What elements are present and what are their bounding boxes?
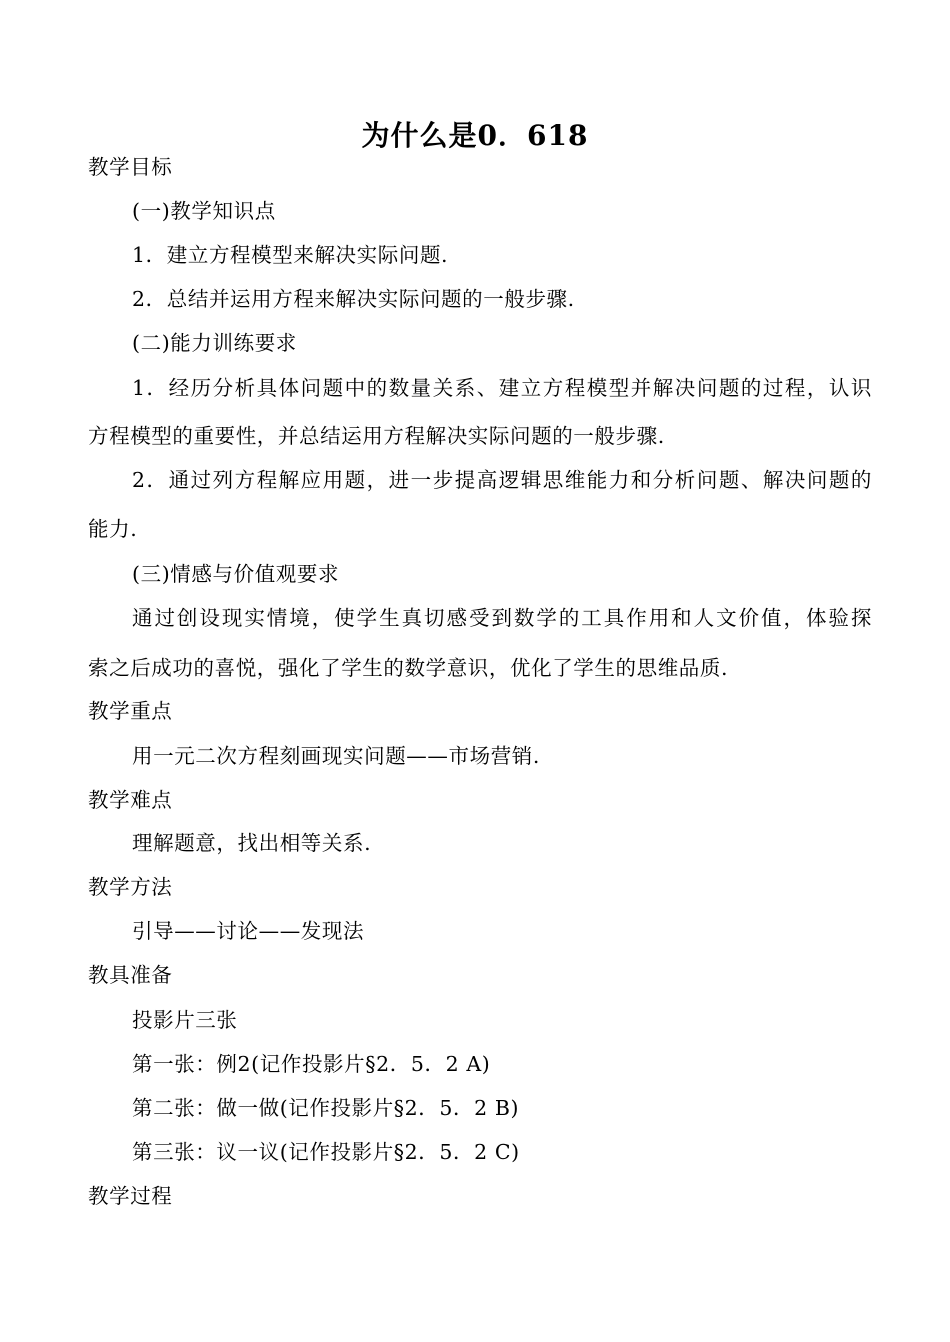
tools-item-1: 第一张：例2(记作投影片§2．5．2 A): [132, 1052, 491, 1076]
emotion-values-para-line-1: 通过创设现实情境，使学生真切感受到数学的工具作用和人文价值，体验探: [132, 606, 872, 630]
tools-heading: 教具准备: [88, 963, 173, 987]
key-points-text: 用一元二次方程刻画现实问题——市场营销.: [132, 744, 541, 768]
ability-item-2-line-1: 2．通过列方程解应用题，进一步提高逻辑思维能力和分析问题、解决问题的: [132, 468, 872, 492]
methods-text: 引导——讨论——发现法: [132, 919, 365, 943]
methods-heading: 教学方法: [88, 875, 173, 899]
ability-item-2-line-2: 能力.: [88, 517, 138, 541]
ability-item-1-line-2: 方程模型的重要性，并总结运用方程解决实际问题的一般步骤.: [88, 424, 665, 448]
difficulties-text: 理解题意，找出相等关系.: [132, 831, 372, 855]
ability-item-1-line-1: 1．经历分析具体问题中的数量关系、建立方程模型并解决问题的过程，认识: [132, 376, 872, 400]
tools-item-2: 第二张：做一做(记作投影片§2．5．2 B): [132, 1096, 520, 1120]
knowledge-item-1: 1．建立方程模型来解决实际问题.: [132, 243, 449, 267]
difficulties-heading: 教学难点: [88, 788, 173, 812]
tools-item-3: 第三张：议一议(记作投影片§2．5．2 C): [132, 1140, 520, 1164]
key-points-heading: 教学重点: [88, 699, 173, 723]
process-heading: 教学过程: [88, 1184, 173, 1208]
tools-intro: 投影片三张: [132, 1008, 238, 1032]
objectives-heading: 教学目标: [88, 155, 173, 179]
emotion-values-para-line-2: 索之后成功的喜悦，强化了学生的数学意识，优化了学生的思维品质.: [88, 656, 729, 680]
knowledge-points-heading: (一)教学知识点: [132, 199, 276, 223]
page-title: 为什么是0．618: [361, 119, 589, 152]
knowledge-item-2: 2．总结并运用方程来解决实际问题的一般步骤.: [132, 287, 575, 311]
emotion-values-heading: (三)情感与价值观要求: [132, 562, 340, 586]
ability-requirements-heading: (二)能力训练要求: [132, 331, 297, 355]
